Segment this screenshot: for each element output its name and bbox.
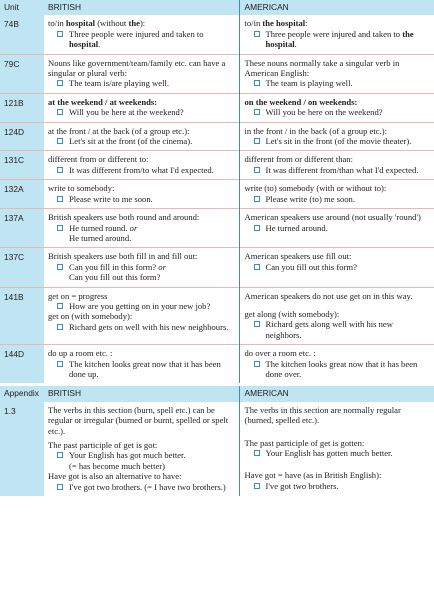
british-cell xyxy=(44,54,239,93)
unit-label: 124D xyxy=(0,122,44,151)
british-example: How are you getting on in your new job? xyxy=(48,301,236,311)
american-example: Please write (to) me soon. xyxy=(245,194,432,204)
table-row xyxy=(0,402,434,496)
table-row xyxy=(0,248,434,287)
british-cell xyxy=(44,345,239,384)
american-example: I've got two brothers. xyxy=(245,481,432,491)
american-rule: do over a room etc. : xyxy=(244,348,316,359)
unit-label: 74B xyxy=(0,15,44,54)
american-rule: in the front / in the back (of a group etc.): xyxy=(244,125,387,136)
british-rule: write to somebody: xyxy=(48,183,115,194)
british-rule: get on = progress xyxy=(48,290,108,301)
american-cell xyxy=(239,15,434,54)
american-example: The kitchen looks great now that it has been done over. xyxy=(245,359,432,380)
american-example: Richard gets along well with his new neighbors. xyxy=(245,319,432,340)
american-rule: get along (with somebody): xyxy=(244,308,340,319)
american-example: Can you fill out this form? xyxy=(245,262,432,272)
header-unit: Unit xyxy=(0,0,44,15)
british-example: Richard gets on well with his new neighbours. xyxy=(48,322,236,332)
appendix-header xyxy=(0,386,434,401)
table-row xyxy=(0,345,434,384)
header-british: BRITISH xyxy=(44,0,239,15)
british-example: It was different from/to what I'd expected. xyxy=(48,165,236,175)
british-example: Can you fill in this form? or xyxy=(48,262,236,272)
unit-label: 1.3 xyxy=(0,402,44,496)
american-cell xyxy=(239,345,434,384)
american-rule: These nouns normally take a singular verb in American English: xyxy=(244,57,400,79)
british-cell xyxy=(44,151,239,180)
british-example: The kitchen looks great now that it has been done up. xyxy=(48,359,236,380)
american-rule: Have got = have (as in British English): xyxy=(244,470,382,481)
british-cell xyxy=(44,122,239,151)
american-rule: The past participle of get is gotten: xyxy=(244,437,365,448)
table-row xyxy=(0,151,434,180)
american-cell xyxy=(239,209,434,248)
british-rule: Nouns like government/team/family etc. can have a singular or plural verb: xyxy=(48,57,226,79)
british-rule: do up a room etc. : xyxy=(48,348,113,359)
british-example-alt: He turned around. xyxy=(69,232,132,243)
british-cell xyxy=(44,287,239,345)
british-rule: different from or different to: xyxy=(48,154,149,165)
british-rule: at the front / at the back (of a group etc.): xyxy=(48,125,190,136)
table-row xyxy=(0,54,434,93)
british-rule: The verbs in this section (burn, spell etc.) can be regular or irregular (burned or burnt, spelled or spelt etc.). xyxy=(48,404,229,436)
american-example: Your English has gotten much better. xyxy=(245,448,432,458)
british-rule: The past participle of get is got: xyxy=(48,440,158,450)
british-cell xyxy=(44,209,239,248)
british-rule: British speakers use both fill in and fill out: xyxy=(48,251,198,262)
british-example: He turned round. or xyxy=(48,223,236,233)
american-example: The team is playing well. xyxy=(245,78,432,88)
unit-label: 141B xyxy=(0,287,44,345)
american-example: Will you be here on the weekend? xyxy=(245,107,432,117)
american-cell xyxy=(239,122,434,151)
header-american: AMERICAN xyxy=(239,0,434,15)
table-row xyxy=(0,180,434,209)
british-cell xyxy=(44,248,239,287)
table-row xyxy=(0,122,434,151)
british-example: Three people were injured and taken to hospital. xyxy=(48,29,236,50)
unit-label: 131C xyxy=(0,151,44,180)
british-example-note: (= has become much better) xyxy=(69,460,165,471)
table-row xyxy=(0,287,434,345)
british-cell xyxy=(44,93,239,122)
appendix-table xyxy=(0,386,434,496)
american-cell xyxy=(239,248,434,287)
table-row xyxy=(0,93,434,122)
unit-label: 144D xyxy=(0,345,44,384)
american-rule: to/in the hospital: xyxy=(244,18,308,29)
american-example: It was different from/than what I'd expected. xyxy=(245,165,432,175)
american-cell xyxy=(239,93,434,122)
american-rule: different from or different than: xyxy=(244,154,353,165)
american-example: He turned around. xyxy=(245,223,432,233)
american-rule: on the weekend / on weekends: xyxy=(244,96,358,107)
british-rule: at the weekend / at weekends: xyxy=(48,96,158,107)
british-rule: get on (with somebody): xyxy=(48,311,133,322)
unit-label: 137A xyxy=(0,209,44,248)
british-rule: Have got is also an alternative to have: xyxy=(48,471,182,482)
american-rule: American speakers do not use get on in this way. xyxy=(244,290,413,301)
header-british: BRITISH xyxy=(44,386,239,401)
british-cell xyxy=(44,15,239,54)
unit-label: 137C xyxy=(0,248,44,287)
american-cell xyxy=(239,151,434,180)
american-rule: American speakers use fill out: xyxy=(244,251,352,262)
british-example: I've got two brothers. (= I have two brothers.) xyxy=(48,482,236,492)
british-example: Let's sit at the front (of the cinema). xyxy=(48,136,236,146)
british-example: Will you be here at the weekend? xyxy=(48,107,236,117)
british-rule: British speakers use both round and around: xyxy=(48,212,200,223)
british-cell xyxy=(44,180,239,209)
british-cell xyxy=(44,402,239,496)
header-american: AMERICAN xyxy=(239,386,434,401)
british-rule: to/in hospital (without the): xyxy=(48,18,146,29)
unit-label: 132A xyxy=(0,180,44,209)
unit-label: 79C xyxy=(0,54,44,93)
british-example-alt: Can you fill out this form? xyxy=(69,272,161,283)
american-cell xyxy=(239,54,434,93)
american-rule: American speakers use around (not usually 'round') xyxy=(244,212,421,223)
american-cell xyxy=(239,402,434,496)
table-header xyxy=(0,0,434,15)
american-cell xyxy=(239,287,434,345)
table-row xyxy=(0,15,434,54)
header-appendix: Appendix xyxy=(0,386,44,401)
american-rule: The verbs in this section are normally regular (burned, spelled etc.). xyxy=(244,404,401,426)
british-example: The team is/are playing well. xyxy=(48,78,236,88)
british-example: Your English has got much better. xyxy=(48,450,236,460)
british-example: Please write to me soon. xyxy=(48,194,236,204)
american-example: Three people were injured and taken to the hospital. xyxy=(245,29,432,50)
table-row xyxy=(0,209,434,248)
american-rule: write (to) somebody (with or without to): xyxy=(244,183,387,194)
american-cell xyxy=(239,180,434,209)
unit-label: 121B xyxy=(0,93,44,122)
american-example: Let's sit in the front (of the movie theater). xyxy=(245,136,432,146)
